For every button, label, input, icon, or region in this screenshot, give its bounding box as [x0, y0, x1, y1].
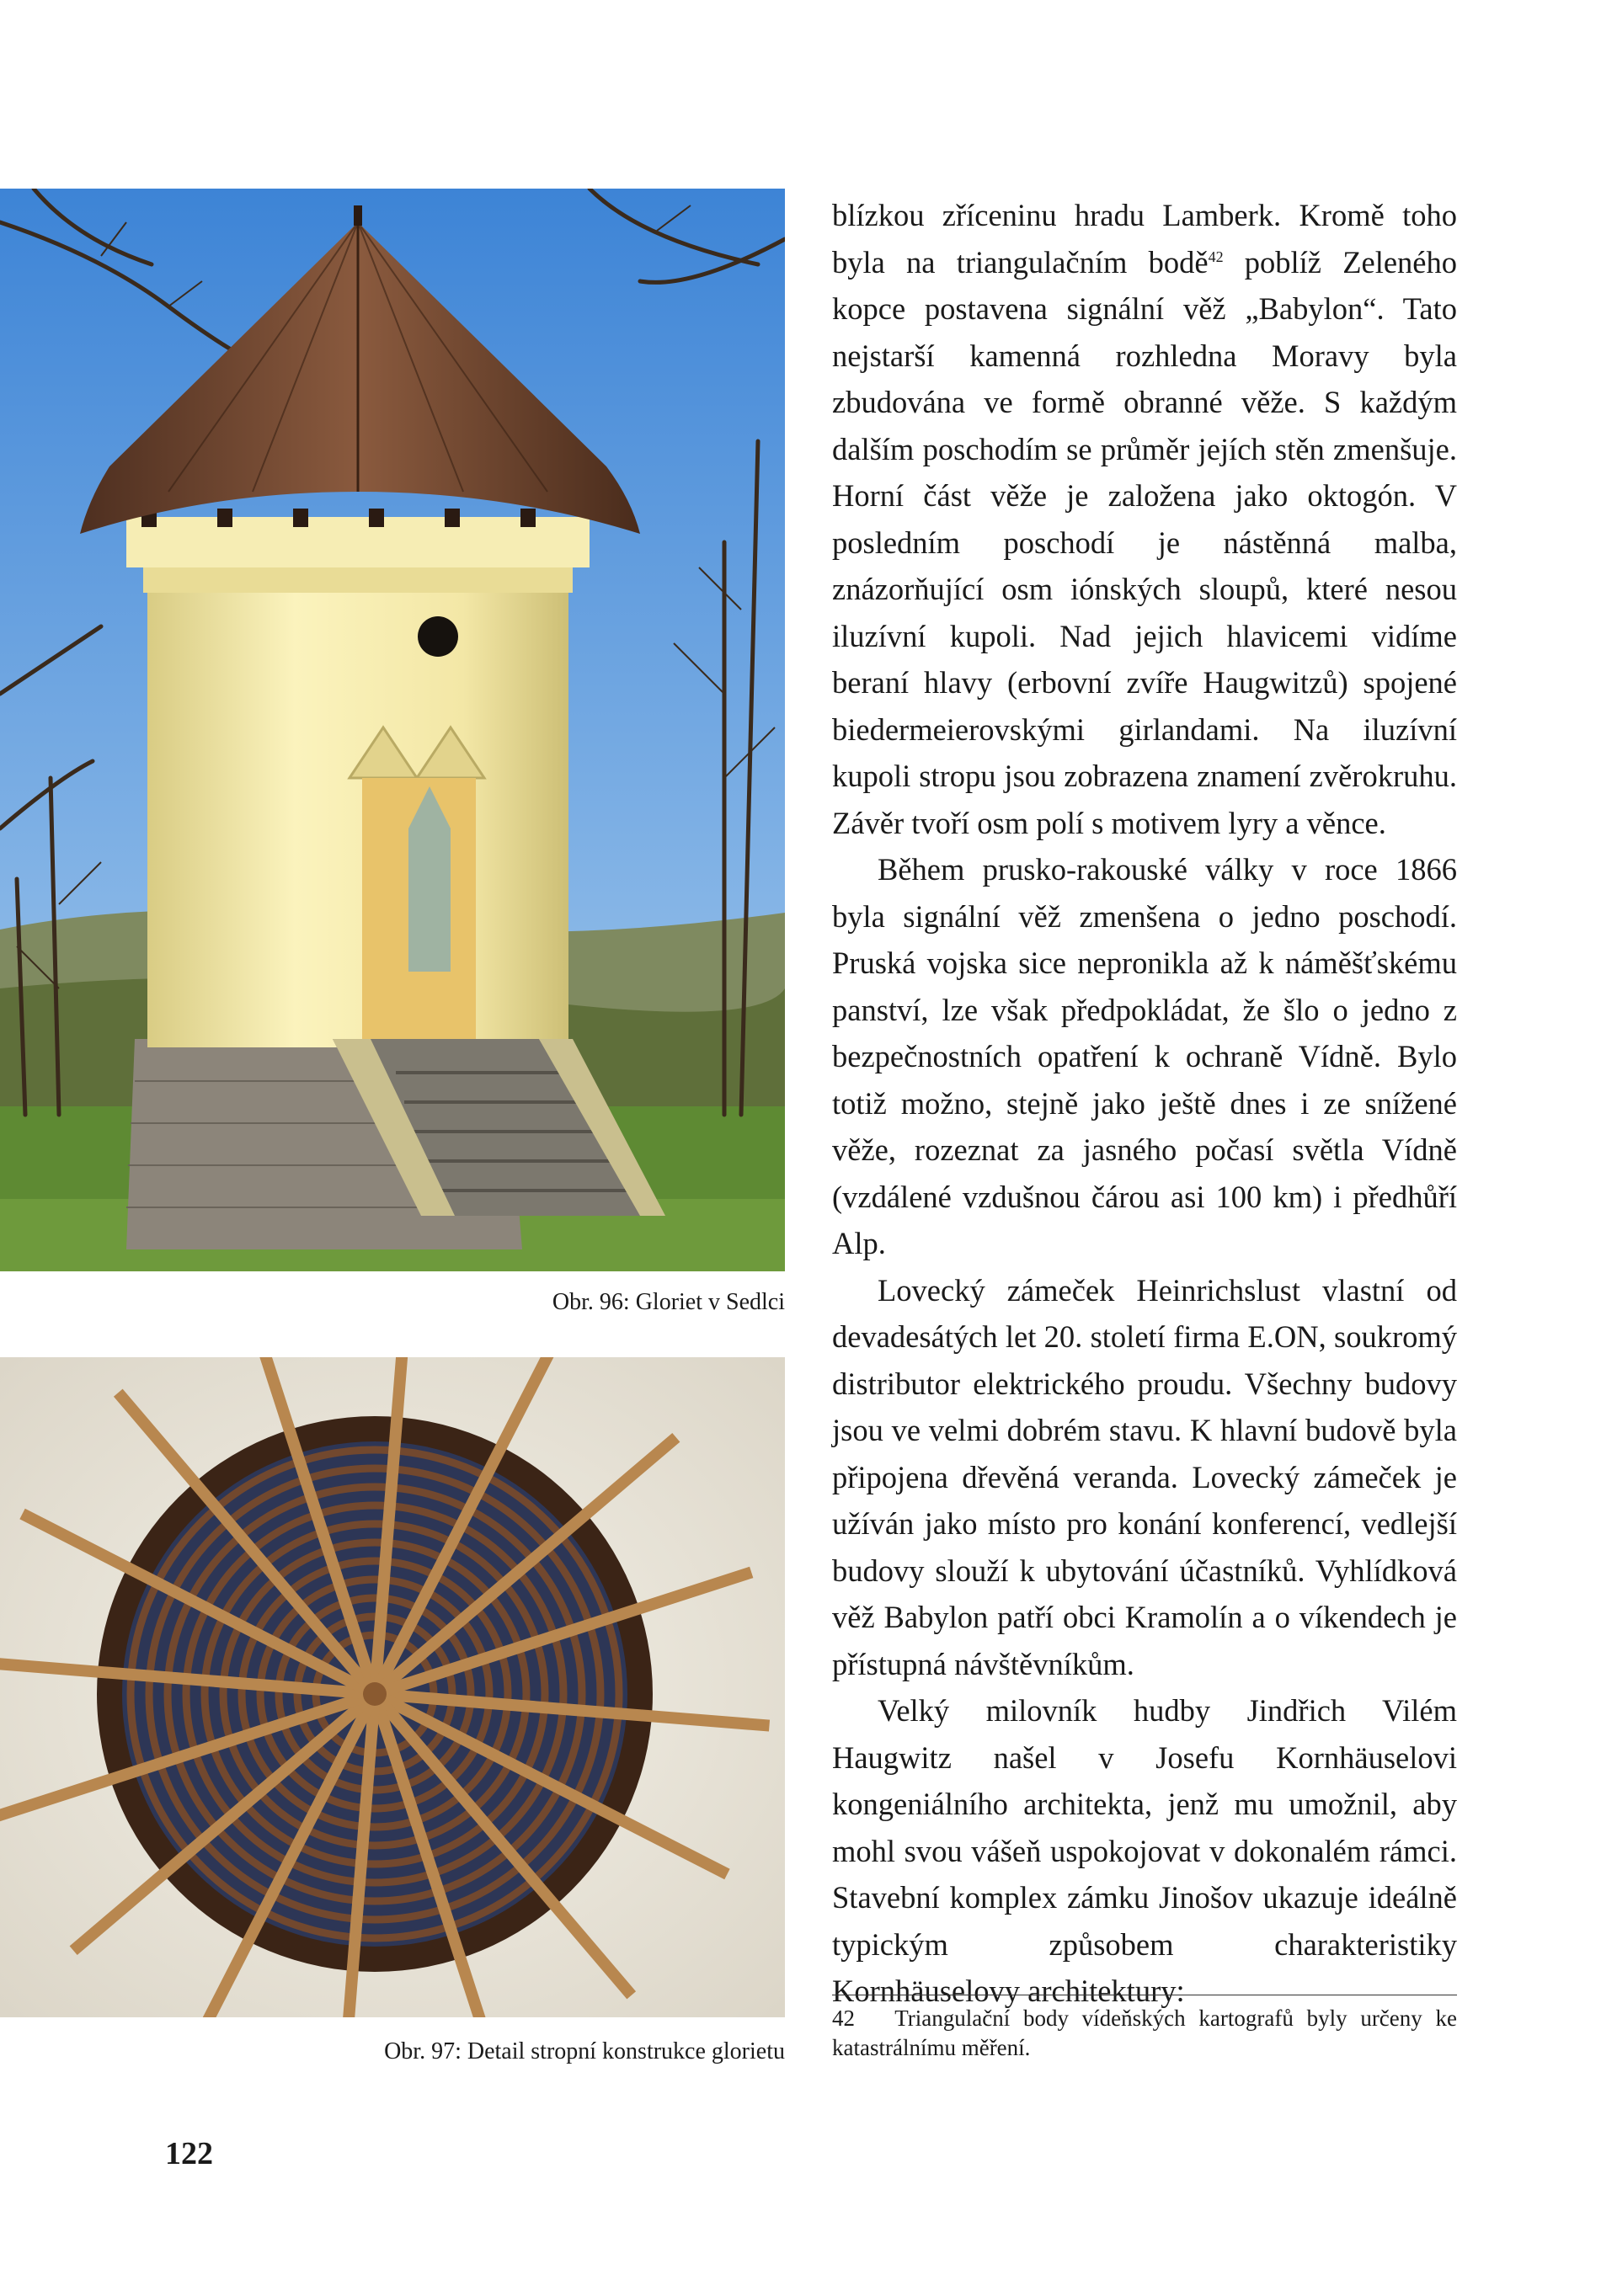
- figure-97-caption: Obr. 97: Detail stropní konstrukce glorietu: [384, 2038, 785, 2064]
- body-text: [832, 192, 1457, 2015]
- page-number: 122: [165, 2136, 213, 2171]
- footnote-number: 42: [832, 2006, 855, 2031]
- paragraph-4: Velký milovník hudby Jindřich Vilém Haugwitz našel v Josefu Kornhäuselovi kongeniálního architekta, jenž mu umožnil, aby mohl svou vášeň uspokojovat v dokonalém rámci. Stavební komplex zámku Jinošov ukazuje ideálně typickým způsobem charakteristiky Kornhäuselovy architektury:: [832, 1693, 1457, 2008]
- paragraph-1-text-a: blízkou zříceninu hradu Lamberk. Kromě toho byla na triangulačním bodě: [832, 198, 1457, 280]
- footnote: [832, 2004, 1457, 2063]
- footnote-reference-42: 42: [1208, 248, 1224, 265]
- figure-96-photo: [0, 189, 785, 1271]
- figure-96-caption: Obr. 96: Gloriet v Sedlci: [552, 1289, 785, 1315]
- footnote-text: Triangulační body vídeňských kartografů byly určeny ke katastrálnímu měření.: [832, 2006, 1458, 2060]
- paragraph-3: Lovecký zámeček Heinrichslust vlastní od devadesátých let 20. století firma E.ON, soukromý distributor elektrického proudu. Všechny budovy jsou ve velmi dobrém stavu. K hlavní budově byla připojena dřevěná veranda. Lovecký zámeček je užíván jako místo pro konání konferencí, vedlejší budovy slouží k ubytování účastníků. Vyhlídková věž Babylon patří obci Kramolín a o víkendech je přístupná návštěvníkům.: [832, 1272, 1457, 1681]
- figure-97-photo: [0, 1357, 785, 2017]
- paragraph-1: [832, 192, 1457, 846]
- paragraph-2: Během prusko-rakouské války v roce 1866 byla signální věž zmenšena o jedno poschodí. Pruská vojska sice nepronikla až k náměšťskému panství, lze však předpokládat, že šlo o jedno z bezpečnostních opatření k ochraně Vídně. Bylo totiž možno, stejně jako ještě dnes i ze snížené věže, rozeznat za jasného počasí světla Vídně (vzdálené vzdušnou čárou asi 100 km) i předhůří Alp.: [832, 852, 1457, 1260]
- paragraph-1-text-b: poblíž Zeleného kopce postavena signální věž „Babylon“. Tato nejstarší kamenná rozhledna Moravy byla zbudována ve formě obranné věže. S každým dalším poschodím se průměr jejích stěn zmenšuje. Horní část věže je založena jako oktogón. V posledním poschodí je nástěnná malba, znázorňující osm iónských sloupů, které nesou iluzívní kupoli. Nad jejich hlavicemi vidíme beraní hlavy (erbovní zvíře Haugwitzů) spojené biedermeierovskými girlandami. Na iluzívní kupoli stropu jsou zobrazena znamení zvěrokruhu. Závěr tvoří osm polí s motivem lyry a věnce.: [832, 244, 1457, 840]
